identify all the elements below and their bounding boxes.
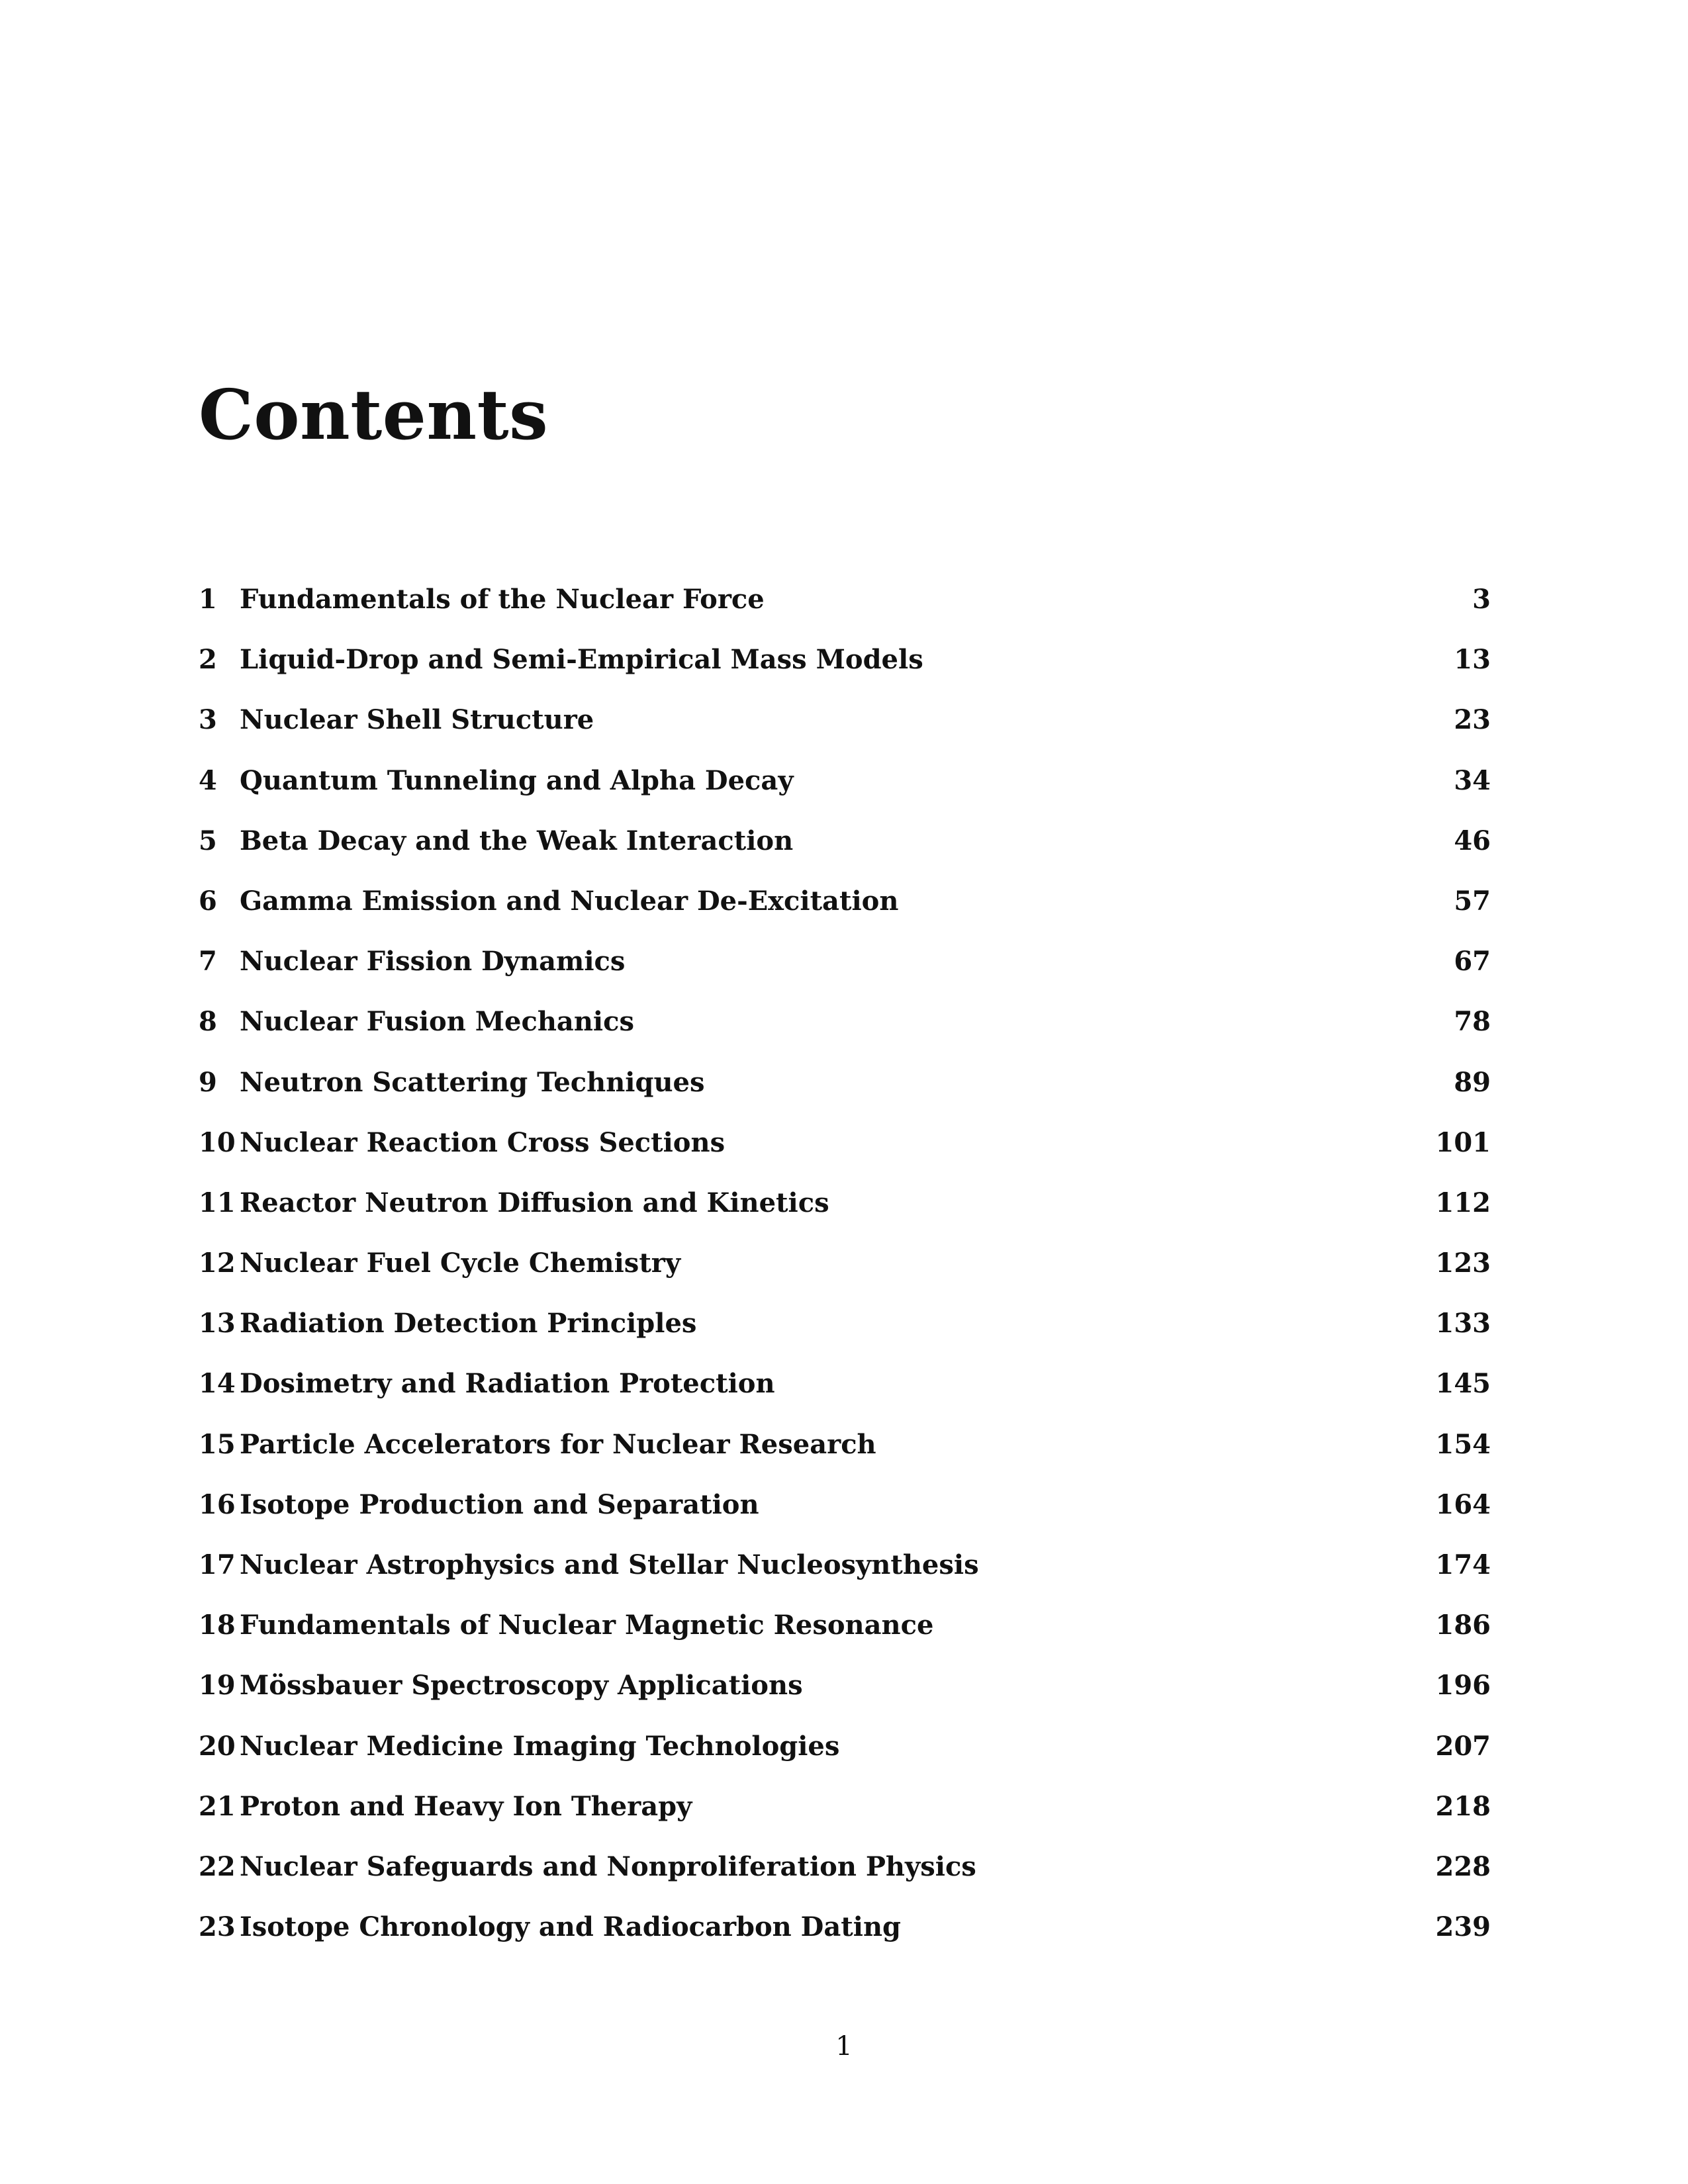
chapter-title[interactable]: Nuclear Reaction Cross Sections [240, 1126, 726, 1158]
chapter-page-number: 23 [1454, 704, 1491, 736]
chapter-number: 2 [199, 644, 217, 676]
toc-entry[interactable] [199, 1731, 1491, 1791]
toc-entry[interactable] [199, 704, 1491, 764]
chapter-title[interactable]: Gamma Emission and Nuclear De-Excitation [240, 885, 899, 917]
chapter-number: 11 [199, 1187, 236, 1218]
chapter-title[interactable]: Proton and Heavy Ion Therapy [240, 1790, 692, 1822]
chapter-number: 6 [199, 885, 217, 917]
chapter-title[interactable]: Fundamentals of the Nuclear Force [240, 584, 765, 615]
toc-entry[interactable] [199, 1670, 1491, 1730]
chapter-number: 5 [199, 825, 217, 856]
chapter-title[interactable]: Nuclear Fusion Mechanics [240, 1006, 634, 1038]
chapter-number: 23 [199, 1911, 236, 1943]
chapter-page-number: 186 [1435, 1610, 1491, 1641]
chapter-title[interactable]: Liquid-Drop and Semi-Empirical Mass Models [240, 644, 923, 676]
chapter-title[interactable]: Quantum Tunneling and Alpha Decay [240, 764, 794, 796]
toc-entry[interactable] [199, 1248, 1491, 1308]
chapter-number: 14 [199, 1368, 236, 1400]
toc-entry[interactable] [199, 946, 1491, 1006]
chapter-title[interactable]: Neutron Scattering Techniques [240, 1066, 705, 1098]
chapter-number: 21 [199, 1790, 236, 1822]
chapter-number: 22 [199, 1850, 236, 1882]
toc-entry[interactable] [199, 1610, 1491, 1670]
chapter-page-number: 46 [1454, 825, 1491, 856]
chapter-title[interactable]: Nuclear Astrophysics and Stellar Nucleosynthesis [240, 1549, 979, 1580]
table-of-contents [199, 584, 1491, 1972]
chapter-page-number: 34 [1454, 764, 1491, 796]
chapter-number: 1 [199, 584, 217, 615]
toc-entry[interactable] [199, 644, 1491, 704]
chapter-page-number: 154 [1435, 1428, 1491, 1460]
chapter-page-number: 196 [1435, 1670, 1491, 1702]
chapter-page-number: 228 [1435, 1850, 1491, 1882]
toc-entry[interactable] [199, 1851, 1491, 1911]
toc-entry[interactable] [199, 1791, 1491, 1851]
toc-entry[interactable] [199, 1006, 1491, 1066]
chapter-number: 16 [199, 1488, 236, 1520]
toc-entry[interactable] [199, 1549, 1491, 1610]
chapter-page-number: 101 [1435, 1126, 1491, 1158]
chapter-title[interactable]: Reactor Neutron Diffusion and Kinetics [240, 1187, 829, 1218]
chapter-title[interactable]: Nuclear Shell Structure [240, 704, 594, 736]
chapter-page-number: 89 [1454, 1066, 1491, 1098]
chapter-number: 9 [199, 1066, 217, 1098]
chapter-title[interactable]: Nuclear Medicine Imaging Technologies [240, 1730, 840, 1762]
chapter-number: 17 [199, 1549, 236, 1580]
toc-entry[interactable] [199, 1368, 1491, 1428]
chapter-title[interactable]: Radiation Detection Principles [240, 1308, 697, 1340]
chapter-number: 15 [199, 1428, 236, 1460]
chapter-title[interactable]: Fundamentals of Nuclear Magnetic Resonance [240, 1610, 934, 1641]
toc-entry[interactable] [199, 886, 1491, 946]
toc-entry[interactable] [199, 1127, 1491, 1187]
toc-entry[interactable] [199, 1489, 1491, 1549]
chapter-page-number: 174 [1435, 1549, 1491, 1580]
chapter-page-number: 133 [1435, 1308, 1491, 1340]
chapter-title[interactable]: Isotope Production and Separation [240, 1488, 759, 1520]
chapter-page-number: 78 [1454, 1006, 1491, 1038]
chapter-number: 10 [199, 1126, 236, 1158]
chapter-page-number: 164 [1435, 1488, 1491, 1520]
toc-entry[interactable] [199, 584, 1491, 644]
chapter-title[interactable]: Nuclear Fuel Cycle Chemistry [240, 1248, 681, 1279]
toc-entry[interactable] [199, 1429, 1491, 1489]
chapter-number: 12 [199, 1248, 236, 1279]
chapter-page-number: 13 [1454, 644, 1491, 676]
chapter-number: 3 [199, 704, 217, 736]
chapter-page-number: 239 [1435, 1911, 1491, 1943]
page-number: 1 [835, 2031, 853, 2062]
chapter-number: 13 [199, 1308, 236, 1340]
chapter-page-number: 3 [1472, 584, 1491, 615]
chapter-page-number: 145 [1435, 1368, 1491, 1400]
chapter-title[interactable]: Isotope Chronology and Radiocarbon Dating [240, 1911, 902, 1943]
chapter-title[interactable]: Particle Accelerators for Nuclear Research [240, 1428, 876, 1460]
chapter-page-number: 207 [1435, 1730, 1491, 1762]
toc-entry[interactable] [199, 1911, 1491, 1972]
chapter-title[interactable]: Dosimetry and Radiation Protection [240, 1368, 775, 1400]
chapter-number: 8 [199, 1006, 217, 1038]
page-title: Contents [199, 374, 549, 455]
toc-entry[interactable] [199, 1067, 1491, 1127]
chapter-number: 20 [199, 1730, 236, 1762]
chapter-page-number: 57 [1454, 885, 1491, 917]
toc-entry[interactable] [199, 765, 1491, 825]
chapter-title[interactable]: Nuclear Fission Dynamics [240, 946, 626, 978]
chapter-title[interactable]: Nuclear Safeguards and Nonproliferation Physics [240, 1850, 976, 1882]
toc-entry[interactable] [199, 825, 1491, 886]
chapter-page-number: 123 [1435, 1248, 1491, 1279]
chapter-number: 7 [199, 946, 217, 978]
toc-entry[interactable] [199, 1308, 1491, 1368]
chapter-page-number: 112 [1435, 1187, 1491, 1218]
chapter-title[interactable]: Beta Decay and the Weak Interaction [240, 825, 794, 856]
chapter-title[interactable]: Mössbauer Spectroscopy Applications [240, 1670, 803, 1702]
chapter-number: 18 [199, 1610, 236, 1641]
chapter-number: 4 [199, 764, 217, 796]
chapter-page-number: 218 [1435, 1790, 1491, 1822]
chapter-page-number: 67 [1454, 946, 1491, 978]
toc-entry[interactable] [199, 1187, 1491, 1248]
chapter-number: 19 [199, 1670, 236, 1702]
